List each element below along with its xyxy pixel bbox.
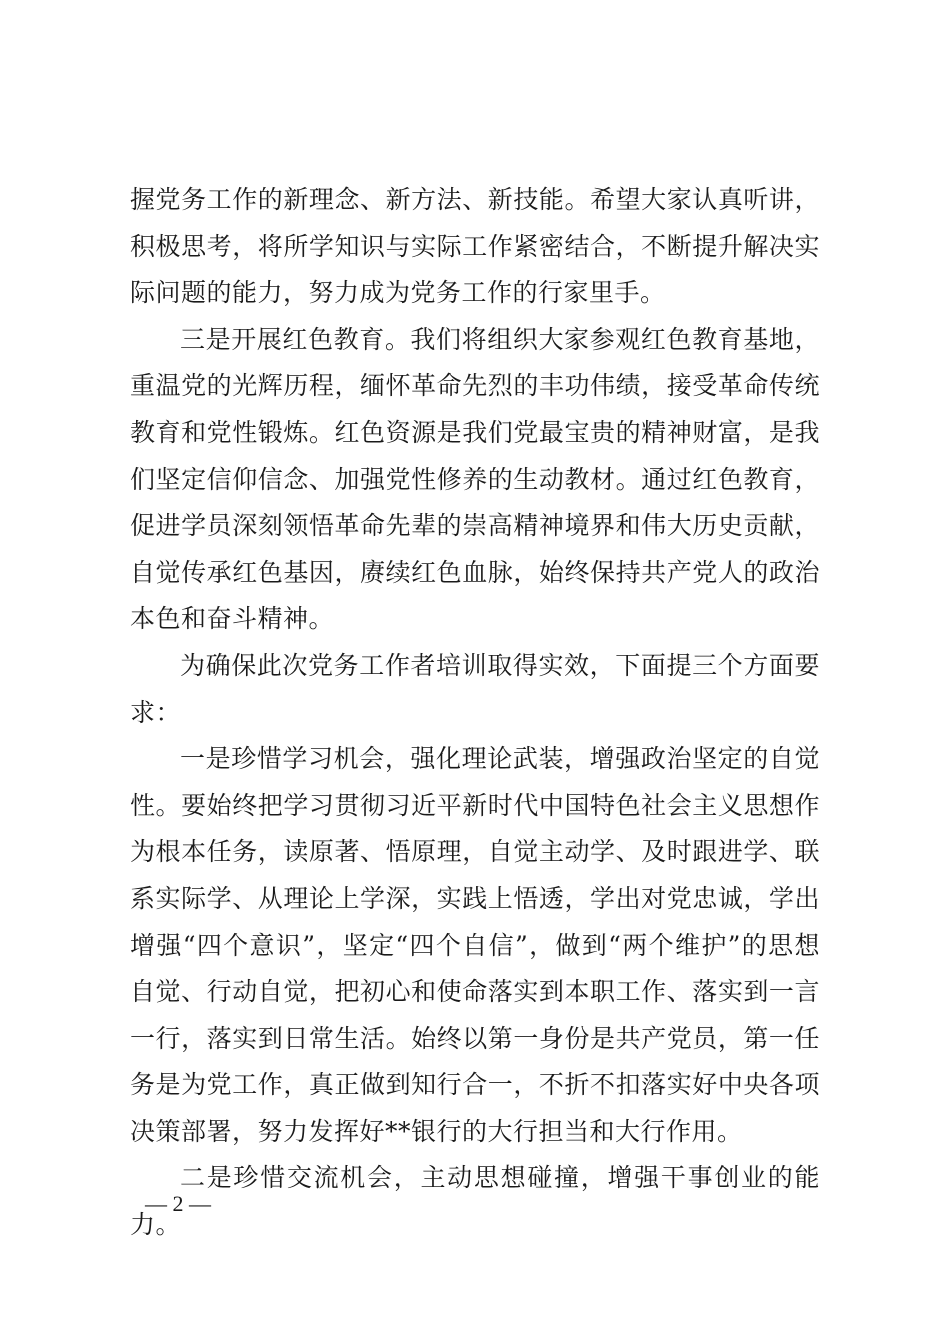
- paragraph-requirements-intro: 为确保此次党务工作者培训取得实效，下面提三个方面要求：: [130, 650, 820, 727]
- paragraph-requirement-two: 二是珍惜交流机会，主动思想碰撞，增强干事创业的能力。: [130, 1163, 820, 1240]
- document-body: [130, 177, 820, 1249]
- paragraph-continued: 握党务工作的新理念、新方法、新技能。希望大家认真听讲，积极思考，将所学知识与实际工作紧密结合，不断提升解决实际问题的能力，努力成为党务工作的行家里手。: [130, 185, 820, 308]
- paragraph-requirement-one: 一是珍惜学习机会，强化理论武装，增强政治坚定的自觉性。要始终把学习贯彻习近平新时代中国特色社会主义思想作为根本任务，读原著、悟原理，自觉主动学、及时跟进学、联系实际学、从理论上学深，实践上悟透，学出对党忠诚，学出增强“四个意识”，坚定“四个自信”，做到“两个维护”的思想自觉、行动自觉，把初心和使命落实到本职工作、落实到一言一行，落实到日常生活。始终以第一身份是共产党员，第一任务是为党工作，真正做到知行合一，不折不扣落实好中央各项决策部署，努力发挥好**银行的大行担当和大行作用。: [130, 744, 820, 1146]
- paragraph-red-education: 三是开展红色教育。我们将组织大家参观红色教育基地，重温党的光辉历程，缅怀革命先烈的丰功伟绩，接受革命传统教育和党性锻炼。红色资源是我们党最宝贵的精神财富，是我们坚定信仰信念、加强党性修养的生动教材。通过红色教育，促进学员深刻领悟革命先辈的崇高精神境界和伟大历史贡献，自觉传承红色基因，赓续红色血脉，始终保持共产党人的政治本色和奋斗精神。: [130, 324, 820, 634]
- page-number: — 2 —: [145, 1191, 211, 1216]
